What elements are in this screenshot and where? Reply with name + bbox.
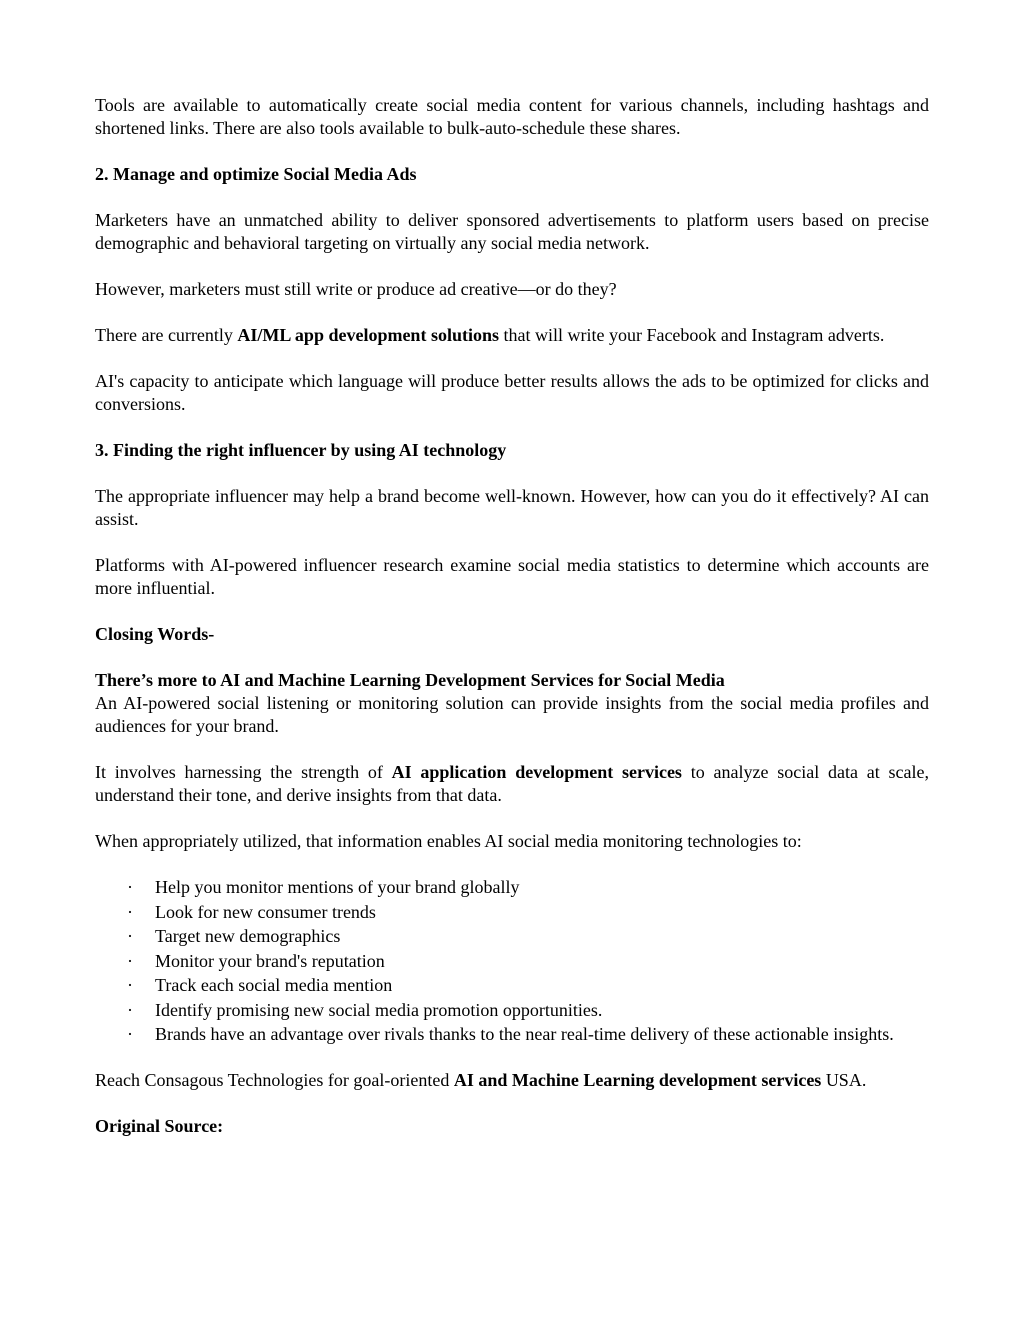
list-item [127,876,929,899]
list-item-text: Identify promising new social media promotion opportunities. [155,999,603,1020]
influencer-paragraph: The appropriate influencer may help a brand become well-known. However, how can you do it effectively? AI can assist. [95,486,929,529]
closing-words-heading: Closing Words- [95,624,215,644]
aiml-bold-term: AI/ML app development solutions [237,325,499,345]
harnessing-paragraph [95,761,929,807]
list-item [127,925,929,948]
list-item-text: Monitor your brand's reputation [155,950,385,971]
more-to-ai-heading: There’s more to AI and Machine Learning Development Services for Social Media [95,670,725,690]
harnessing-text-before: It involves harnessing the strength of [95,762,392,782]
list-item [127,999,929,1022]
monitoring-bullet-list [95,876,929,1046]
list-item-text: Brands have an advantage over rivals thanks to the near real-time delivery of these actionable insights. [155,1024,894,1044]
list-item [127,950,929,973]
list-item-text: Help you monitor mentions of your brand globally [155,877,520,897]
aiml-solutions-paragraph [95,324,929,347]
original-source-heading: Original Source: [95,1116,224,1136]
bullet-icon: · [127,877,133,897]
ad-creative-question: However, marketers must still write or produce ad creative—or do they? [95,279,617,299]
section-heading-social-ads: 2. Manage and optimize Social Media Ads [95,164,417,184]
aiml-text-after: that will write your Facebook and Instagram adverts. [498,325,885,345]
section-heading-influencer: 3. Finding the right influencer by using AI technology [95,440,507,460]
consagous-cta-paragraph [95,1069,929,1092]
list-item [127,1023,929,1046]
cta-bold-term: AI and Machine Learning development services [453,1070,822,1090]
bullet-icon: · [127,1024,133,1044]
harnessing-bold-term: AI application development services [391,762,682,782]
cta-text-before: Reach Consagous Technologies for goal-oriented [95,1070,454,1090]
influencer-research-paragraph: Platforms with AI-powered influencer research examine social media statistics to determine which accounts are more influential. [95,555,929,598]
bullet-icon: · [127,975,133,995]
list-item-text: Target new demographics [155,926,341,946]
aiml-text-before: There are currently [95,325,238,345]
monitoring-intro-paragraph: When appropriately utilized, that information enables AI social media monitoring technologies to: [95,831,802,851]
bullet-icon: · [127,901,133,922]
list-item [127,974,929,997]
ai-capacity-paragraph: AI's capacity to anticipate which language will produce better results allows the ads to be optimized for clicks and conversions. [95,371,929,414]
bullet-icon: · [127,950,133,971]
social-listening-paragraph: An AI-powered social listening or monitoring solution can provide insights from the social media profiles and audiences for your brand. [95,693,929,736]
bullet-icon: · [127,999,133,1020]
cta-text-after: USA. [821,1070,867,1090]
ads-paragraph: Marketers have an unmatched ability to deliver sponsored advertisements to platform users based on precise demographic and behavioral targeting on virtually any social media network. [95,210,929,253]
bullet-icon: · [127,926,133,946]
intro-paragraph: Tools are available to automatically create social media content for various channels, including hashtags and shortened links. There are also tools available to bulk-auto-schedule these shares. [95,95,929,138]
list-item-text: Track each social media mention [155,975,393,995]
harnessing-text-after: to analyze social data at scale, understand their tone, and derive insights from that data. [95,762,930,805]
list-item [127,901,929,924]
list-item-text: Look for new consumer trends [155,901,376,922]
